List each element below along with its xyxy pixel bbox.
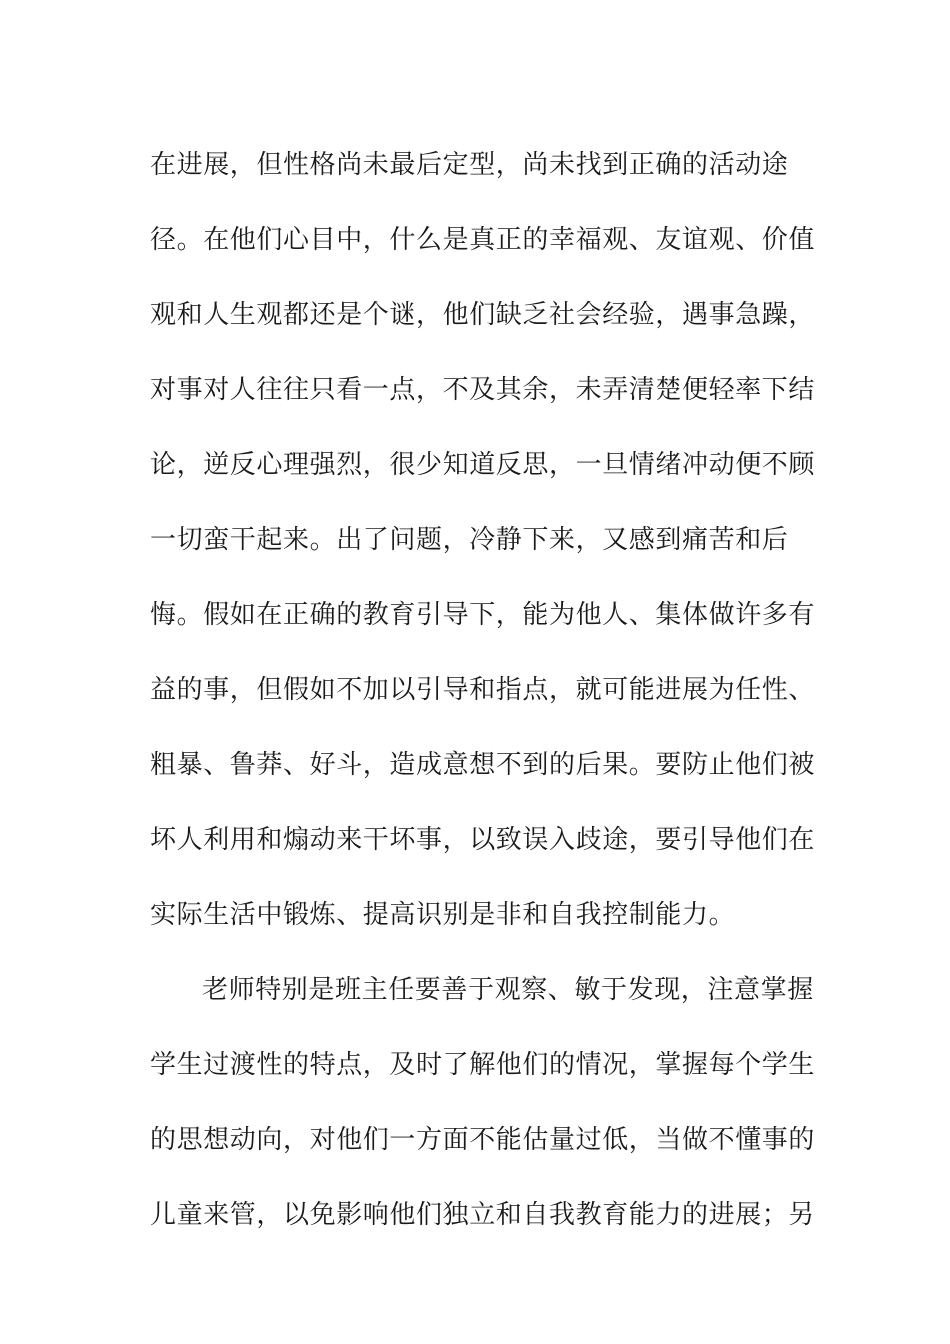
text-line: 儿童来管，以免影响他们独立和自我教育能力的进展；另 xyxy=(150,1200,816,1230)
text-line: 的思想动向，对他们一方面不能估量过低，当做不懂事的 xyxy=(150,1125,816,1155)
text-line: 论，逆反心理强烈，很少知道反思，一旦情绪冲动便不顾 xyxy=(150,450,816,480)
text-line: 实际生活中锻炼、提高识别是非和自我控制能力。 xyxy=(150,900,736,930)
text-line: 益的事，但假如不加以引导和指点，就可能进展为任性、 xyxy=(150,675,816,705)
text-line: 径。在他们心目中，什么是真正的幸福观、友谊观、价值 xyxy=(150,225,816,255)
text-line: 观和人生观都还是个谜，他们缺乏社会经验，遇事急躁， xyxy=(150,300,816,330)
text-line: 一切蛮干起来。出了问题，冷静下来，又感到痛苦和后 xyxy=(150,525,789,555)
text-line: 坏人利用和煽动来干坏事，以致误入歧途，要引导他们在 xyxy=(150,825,816,855)
text-line: 学生过渡性的特点，及时了解他们的情况，掌握每个学生 xyxy=(150,1050,816,1080)
text-line: 对事对人往往只看一点，不及其余，未弄清楚便轻率下结 xyxy=(150,375,816,405)
body-text xyxy=(150,128,816,1253)
text-line: 粗暴、鲁莽、好斗，造成意想不到的后果。要防止他们被 xyxy=(150,750,816,780)
text-line: 在进展，但性格尚未最后定型，尚未找到正确的活动途 xyxy=(150,150,789,180)
text-line: 悔。假如在正确的教育引导下，能为他人、集体做许多有 xyxy=(150,600,816,630)
paragraph-start-line: 老师特别是班主任要善于观察、敏于发现，注意掌握 xyxy=(202,975,814,1005)
